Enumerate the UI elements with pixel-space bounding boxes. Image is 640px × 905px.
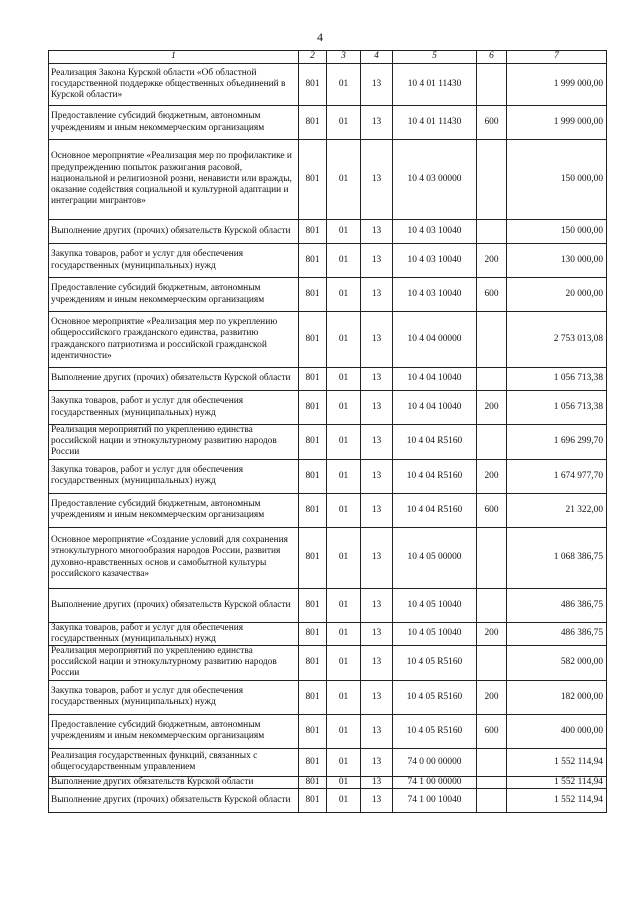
row-ved-cell: 801 xyxy=(299,622,327,645)
row-csr-cell: 10 4 05 R5160 xyxy=(393,680,477,714)
row-pr-cell: 13 xyxy=(361,776,393,788)
table-row xyxy=(49,588,607,622)
row-vr-cell xyxy=(477,220,507,244)
row-csr-cell: 10 4 04 10040 xyxy=(393,368,477,391)
row-rz-cell: 01 xyxy=(327,680,361,714)
row-name-cell: Предоставление субсидий бюджетным, автономным учреждениям и иным некоммерческим организациям xyxy=(49,714,299,748)
row-ved-cell: 801 xyxy=(299,493,327,527)
row-vr-cell: 600 xyxy=(477,278,507,312)
row-sum-cell: 20 000,00 xyxy=(507,278,607,312)
row-vr-cell: 600 xyxy=(477,714,507,748)
row-pr-cell: 13 xyxy=(361,278,393,312)
row-pr-cell: 13 xyxy=(361,368,393,391)
row-vr-cell xyxy=(477,776,507,788)
table-row xyxy=(49,680,607,714)
table-row xyxy=(49,748,607,776)
row-csr-cell: 10 4 04 R5160 xyxy=(393,425,477,460)
row-rz-cell: 01 xyxy=(327,425,361,460)
row-csr-cell: 10 4 03 00000 xyxy=(393,140,477,220)
table-row xyxy=(49,140,607,220)
table-row xyxy=(49,106,607,140)
row-sum-cell: 1 552 114,94 xyxy=(507,748,607,776)
row-sum-cell: 486 386,75 xyxy=(507,622,607,645)
row-name-cell: Выполнение других (прочих) обязательств Курской области xyxy=(49,588,299,622)
row-pr-cell: 13 xyxy=(361,140,393,220)
row-ved-cell: 801 xyxy=(299,220,327,244)
row-ved-cell: 801 xyxy=(299,391,327,425)
row-sum-cell: 582 000,00 xyxy=(507,646,607,681)
col-header-csr: 5 xyxy=(393,51,477,64)
row-pr-cell: 13 xyxy=(361,493,393,527)
row-sum-cell: 150 000,00 xyxy=(507,220,607,244)
row-rz-cell: 01 xyxy=(327,459,361,493)
row-ved-cell: 801 xyxy=(299,527,327,588)
row-vr-cell xyxy=(477,788,507,812)
row-vr-cell: 200 xyxy=(477,680,507,714)
row-name-cell: Предоставление субсидий бюджетным, автономным учреждениям и иным некоммерческим организациям xyxy=(49,278,299,312)
row-rz-cell: 01 xyxy=(327,788,361,812)
row-ved-cell: 801 xyxy=(299,714,327,748)
row-sum-cell: 1 696 299,70 xyxy=(507,425,607,460)
row-pr-cell: 13 xyxy=(361,788,393,812)
row-name-cell: Закупка товаров, работ и услуг для обеспечения государственных (муниципальных) нужд xyxy=(49,622,299,645)
row-csr-cell: 10 4 05 00000 xyxy=(393,527,477,588)
table-row xyxy=(49,64,607,106)
row-sum-cell: 1 999 000,00 xyxy=(507,64,607,106)
row-sum-cell: 1 056 713,38 xyxy=(507,391,607,425)
row-sum-cell: 1 552 114,94 xyxy=(507,776,607,788)
row-csr-cell: 10 4 01 11430 xyxy=(393,106,477,140)
row-sum-cell: 21 322,00 xyxy=(507,493,607,527)
row-csr-cell: 10 4 04 R5160 xyxy=(393,493,477,527)
row-sum-cell: 400 000,00 xyxy=(507,714,607,748)
row-ved-cell: 801 xyxy=(299,312,327,368)
col-header-rz: 3 xyxy=(327,51,361,64)
row-pr-cell: 13 xyxy=(361,391,393,425)
row-rz-cell: 01 xyxy=(327,368,361,391)
row-csr-cell: 10 4 05 10040 xyxy=(393,622,477,645)
row-rz-cell: 01 xyxy=(327,493,361,527)
row-name-cell: Реализация Закона Курской области «Об областной государственной поддержке общественных объединений в Курской области» xyxy=(49,64,299,106)
row-vr-cell: 600 xyxy=(477,106,507,140)
row-csr-cell: 10 4 04 10040 xyxy=(393,391,477,425)
row-rz-cell: 01 xyxy=(327,64,361,106)
row-sum-cell: 1 674 977,70 xyxy=(507,459,607,493)
col-header-vr: 6 xyxy=(477,51,507,64)
row-name-cell: Реализация государственных функций, связанных с общегосударственным управлением xyxy=(49,748,299,776)
table-row xyxy=(49,459,607,493)
row-csr-cell: 10 4 03 10040 xyxy=(393,278,477,312)
row-rz-cell: 01 xyxy=(327,220,361,244)
row-csr-cell: 10 4 01 11430 xyxy=(393,64,477,106)
row-csr-cell: 10 4 05 R5160 xyxy=(393,714,477,748)
row-sum-cell: 1 056 713,38 xyxy=(507,368,607,391)
row-ved-cell: 801 xyxy=(299,425,327,460)
row-rz-cell: 01 xyxy=(327,312,361,368)
col-header-name: 1 xyxy=(49,51,299,64)
table-row xyxy=(49,646,607,681)
row-vr-cell xyxy=(477,312,507,368)
row-csr-cell: 10 4 04 00000 xyxy=(393,312,477,368)
row-sum-cell: 150 000,00 xyxy=(507,140,607,220)
table-row xyxy=(49,278,607,312)
row-rz-cell: 01 xyxy=(327,244,361,278)
row-rz-cell: 01 xyxy=(327,776,361,788)
row-name-cell: Выполнение других (прочих) обязательств Курской области xyxy=(49,788,299,812)
row-rz-cell: 01 xyxy=(327,527,361,588)
row-vr-cell: 200 xyxy=(477,459,507,493)
row-pr-cell: 13 xyxy=(361,748,393,776)
row-ved-cell: 801 xyxy=(299,776,327,788)
row-ved-cell: 801 xyxy=(299,106,327,140)
row-csr-cell: 74 1 00 00000 xyxy=(393,776,477,788)
row-sum-cell: 130 000,00 xyxy=(507,244,607,278)
row-name-cell: Основное мероприятие «Создание условий для сохранения этнокультурного многообразия народов России, развития духовно-нравственных основ и самобытной культуры российского казачества» xyxy=(49,527,299,588)
row-pr-cell: 13 xyxy=(361,646,393,681)
row-name-cell: Предоставление субсидий бюджетным, автономным учреждениям и иным некоммерческим организациям xyxy=(49,493,299,527)
page-number: 4 xyxy=(317,30,323,44)
table-row xyxy=(49,391,607,425)
row-name-cell: Реализация мероприятий по укреплению единства российской нации и этнокультурному развитию народов России xyxy=(49,646,299,681)
row-pr-cell: 13 xyxy=(361,680,393,714)
table-row xyxy=(49,368,607,391)
col-header-pr: 4 xyxy=(361,51,393,64)
row-name-cell: Реализация мероприятий по укреплению единства российской нации и этнокультурному развитию народов России xyxy=(49,425,299,460)
row-vr-cell xyxy=(477,646,507,681)
row-ved-cell: 801 xyxy=(299,588,327,622)
table-row xyxy=(49,425,607,460)
table-row xyxy=(49,788,607,812)
row-ved-cell: 801 xyxy=(299,140,327,220)
row-pr-cell: 13 xyxy=(361,244,393,278)
row-ved-cell: 801 xyxy=(299,646,327,681)
table-row xyxy=(49,527,607,588)
row-ved-cell: 801 xyxy=(299,244,327,278)
row-vr-cell xyxy=(477,588,507,622)
table-row xyxy=(49,312,607,368)
row-rz-cell: 01 xyxy=(327,140,361,220)
table-row xyxy=(49,244,607,278)
row-sum-cell: 182 000,00 xyxy=(507,680,607,714)
row-sum-cell: 1 068 386,75 xyxy=(507,527,607,588)
row-vr-cell xyxy=(477,140,507,220)
table-row xyxy=(49,776,607,788)
table-row xyxy=(49,493,607,527)
row-vr-cell: 200 xyxy=(477,391,507,425)
row-csr-cell: 10 4 03 10040 xyxy=(393,244,477,278)
row-csr-cell: 10 4 04 R5160 xyxy=(393,459,477,493)
row-ved-cell: 801 xyxy=(299,788,327,812)
row-name-cell: Основное мероприятие «Реализация мер по укреплению общероссийского гражданского единства, развитию гражданского патриотизма и российской гражданской идентичности» xyxy=(49,312,299,368)
row-vr-cell xyxy=(477,748,507,776)
row-rz-cell: 01 xyxy=(327,748,361,776)
row-name-cell: Закупка товаров, работ и услуг для обеспечения государственных (муниципальных) нужд xyxy=(49,680,299,714)
row-csr-cell: 74 1 00 10040 xyxy=(393,788,477,812)
row-sum-cell: 1 552 114,94 xyxy=(507,788,607,812)
budget-table xyxy=(48,50,607,813)
row-pr-cell: 13 xyxy=(361,64,393,106)
header-row xyxy=(49,51,607,64)
row-vr-cell: 200 xyxy=(477,622,507,645)
row-ved-cell: 801 xyxy=(299,368,327,391)
row-sum-cell: 2 753 013,08 xyxy=(507,312,607,368)
row-vr-cell: 600 xyxy=(477,493,507,527)
row-rz-cell: 01 xyxy=(327,646,361,681)
col-header-ved: 2 xyxy=(299,51,327,64)
row-pr-cell: 13 xyxy=(361,106,393,140)
row-ved-cell: 801 xyxy=(299,680,327,714)
table-body xyxy=(49,64,607,813)
row-name-cell: Предоставление субсидий бюджетным, автономным учреждениям и иным некоммерческим организациям xyxy=(49,106,299,140)
row-sum-cell: 486 386,75 xyxy=(507,588,607,622)
row-pr-cell: 13 xyxy=(361,312,393,368)
row-csr-cell: 10 4 03 10040 xyxy=(393,220,477,244)
row-pr-cell: 13 xyxy=(361,588,393,622)
row-rz-cell: 01 xyxy=(327,278,361,312)
col-header-sum: 7 xyxy=(507,51,607,64)
row-csr-cell: 10 4 05 10040 xyxy=(393,588,477,622)
row-name-cell: Закупка товаров, работ и услуг для обеспечения государственных (муниципальных) нужд xyxy=(49,459,299,493)
row-pr-cell: 13 xyxy=(361,425,393,460)
row-pr-cell: 13 xyxy=(361,527,393,588)
table-row xyxy=(49,220,607,244)
row-vr-cell: 200 xyxy=(477,244,507,278)
row-csr-cell: 10 4 05 R5160 xyxy=(393,646,477,681)
row-rz-cell: 01 xyxy=(327,106,361,140)
row-csr-cell: 74 0 00 00000 xyxy=(393,748,477,776)
row-vr-cell xyxy=(477,425,507,460)
row-vr-cell xyxy=(477,368,507,391)
row-pr-cell: 13 xyxy=(361,622,393,645)
row-name-cell: Выполнение других (прочих) обязательств Курской области xyxy=(49,368,299,391)
table-row xyxy=(49,622,607,645)
row-vr-cell xyxy=(477,527,507,588)
row-name-cell: Закупка товаров, работ и услуг для обеспечения государственных (муниципальных) нужд xyxy=(49,391,299,425)
row-name-cell: Выполнение других (прочих) обязательств Курской области xyxy=(49,220,299,244)
row-vr-cell xyxy=(477,64,507,106)
row-ved-cell: 801 xyxy=(299,278,327,312)
row-name-cell: Закупка товаров, работ и услуг для обеспечения государственных (муниципальных) нужд xyxy=(49,244,299,278)
row-pr-cell: 13 xyxy=(361,714,393,748)
row-rz-cell: 01 xyxy=(327,391,361,425)
table-row xyxy=(49,714,607,748)
row-name-cell: Основное мероприятие «Реализация мер по профилактике и предупреждению попыток разжигания расовой, национальной и религиозной розни, ненависти или вражды, оказание содействия социальной и культурной адаптации и интеграции мигрантов» xyxy=(49,140,299,220)
row-pr-cell: 13 xyxy=(361,220,393,244)
row-rz-cell: 01 xyxy=(327,588,361,622)
row-ved-cell: 801 xyxy=(299,64,327,106)
row-ved-cell: 801 xyxy=(299,748,327,776)
row-rz-cell: 01 xyxy=(327,622,361,645)
row-pr-cell: 13 xyxy=(361,459,393,493)
row-name-cell: Выполнение других обязательств Курской области xyxy=(49,776,299,788)
row-rz-cell: 01 xyxy=(327,714,361,748)
row-sum-cell: 1 999 000,00 xyxy=(507,106,607,140)
row-ved-cell: 801 xyxy=(299,459,327,493)
